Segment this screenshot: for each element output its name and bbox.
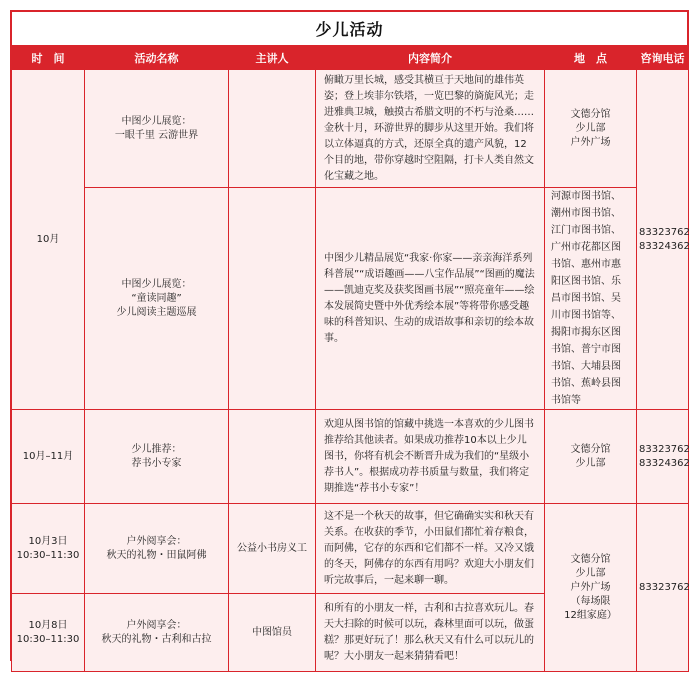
description-cell: 这不是一个秋天的故事，但它确确实实和秋天有关系。在收获的季节，小田鼠们都忙着存粮食，而阿佛，它存的东西和它们都不一样。又冷又饿的冬天，阿佛存的东西有用吗？欢迎大小朋友们听完故事后，一起来聊一聊。: [316, 504, 545, 594]
header-activity: 活动名称: [85, 46, 229, 70]
time-cell: 10月–11月: [12, 410, 85, 504]
location-cell: 河源市图书馆、潮州市图书馆、江门市图书馆、广州市花都区图书馆、惠州市惠阳区图书馆、乐昌市图书馆、吴川市图书馆等、揭阳市揭东区图书馆、普宁市图书馆、大埔县图书馆、蕉岭县图书馆等: [545, 188, 637, 410]
table-header-row: [12, 46, 689, 70]
header-speaker: 主讲人: [229, 46, 316, 70]
description-cell: 俯瞰万里长城，感受其横亘于天地间的雄伟英姿；登上埃菲尔铁塔，一览巴黎的旖旎风光；走进雅典卫城，触摸古希腊文明的不朽与沧桑……金秋十月，环游世界的脚步从这里开始。我们将以立体逼真的方式，还原全真的遗产风貌，12个目的地，带你穿越时空阻隔，打卡人类自然文化宝藏之地。: [316, 70, 545, 188]
activity-table: [11, 45, 689, 672]
description-cell: 欢迎从图书馆的馆藏中挑选一本喜欢的少儿图书推荐给其他读者。如果成功推荐10本以上少儿图书，你将有机会不断晋升成为我们的“星级小荐书人”。根据成功荐书质量与数量，我们将定期推选“荐书小专家”！: [316, 410, 545, 504]
table-row: [12, 504, 689, 594]
time-cell: 10月: [12, 70, 85, 410]
description-cell: 和所有的小朋友一样，古利和古拉喜欢玩儿。春天大扫除的时候可以玩，森林里面可以玩，做蛋糕？那更好玩了！那么秋天又有什么可以玩儿的呢？大小朋友一起来猜猜看吧！: [316, 594, 545, 672]
description-cell: 中图少儿精品展览“我家·你家——亲亲海洋系列科普展”“成语趣画——八宝作品展”“图画的魔法——凯迪克奖及获奖图画书展”“照亮童年——绘本发展简史暨中外优秀绘本展”等将带你感受趣味的科普知识、生动的成语故事和亲切的绘本故事。: [316, 188, 545, 410]
header-description: 内容简介: [316, 46, 545, 70]
activity-cell: 中图少儿展览： 一眼千里 云游世界: [85, 70, 229, 188]
time-cell: 10月3日 10:30–11:30: [12, 504, 85, 594]
phone-cell: 83323762 83324362: [637, 410, 689, 504]
page-title: 少儿活动: [315, 20, 384, 39]
activity-cell: 户外阅享会： 秋天的礼物・古利和古拉: [85, 594, 229, 672]
speaker-cell: [229, 188, 316, 410]
location-cell: 文德分馆 少儿部: [545, 410, 637, 504]
phone-cell: 83323762: [637, 504, 689, 672]
phone-cell: 83323762 83324362: [637, 70, 689, 410]
speaker-cell: 中图馆员: [229, 594, 316, 672]
activity-cell: 户外阅享会： 秋天的礼物・田鼠阿佛: [85, 504, 229, 594]
location-cell: 文德分馆 少儿部 户外广场 （每场限 12组家庭）: [545, 504, 637, 672]
activity-sheet: [10, 10, 689, 661]
table-row: [12, 70, 689, 188]
header-phone: 咨询电话: [637, 46, 689, 70]
table-row: [12, 410, 689, 504]
header-time: 时 间: [12, 46, 85, 70]
header-location: 地 点: [545, 46, 637, 70]
time-cell: 10月8日 10:30–11:30: [12, 594, 85, 672]
activity-cell: 少儿推荐： 荐书小专家: [85, 410, 229, 504]
speaker-cell: 公益小书房义工: [229, 504, 316, 594]
table-row: [12, 188, 689, 410]
speaker-cell: [229, 410, 316, 504]
speaker-cell: [229, 70, 316, 188]
activity-cell: 中图少儿展览： “童读同趣” 少儿阅读主题巡展: [85, 188, 229, 410]
location-cell: 文德分馆 少儿部 户外广场: [545, 70, 637, 188]
